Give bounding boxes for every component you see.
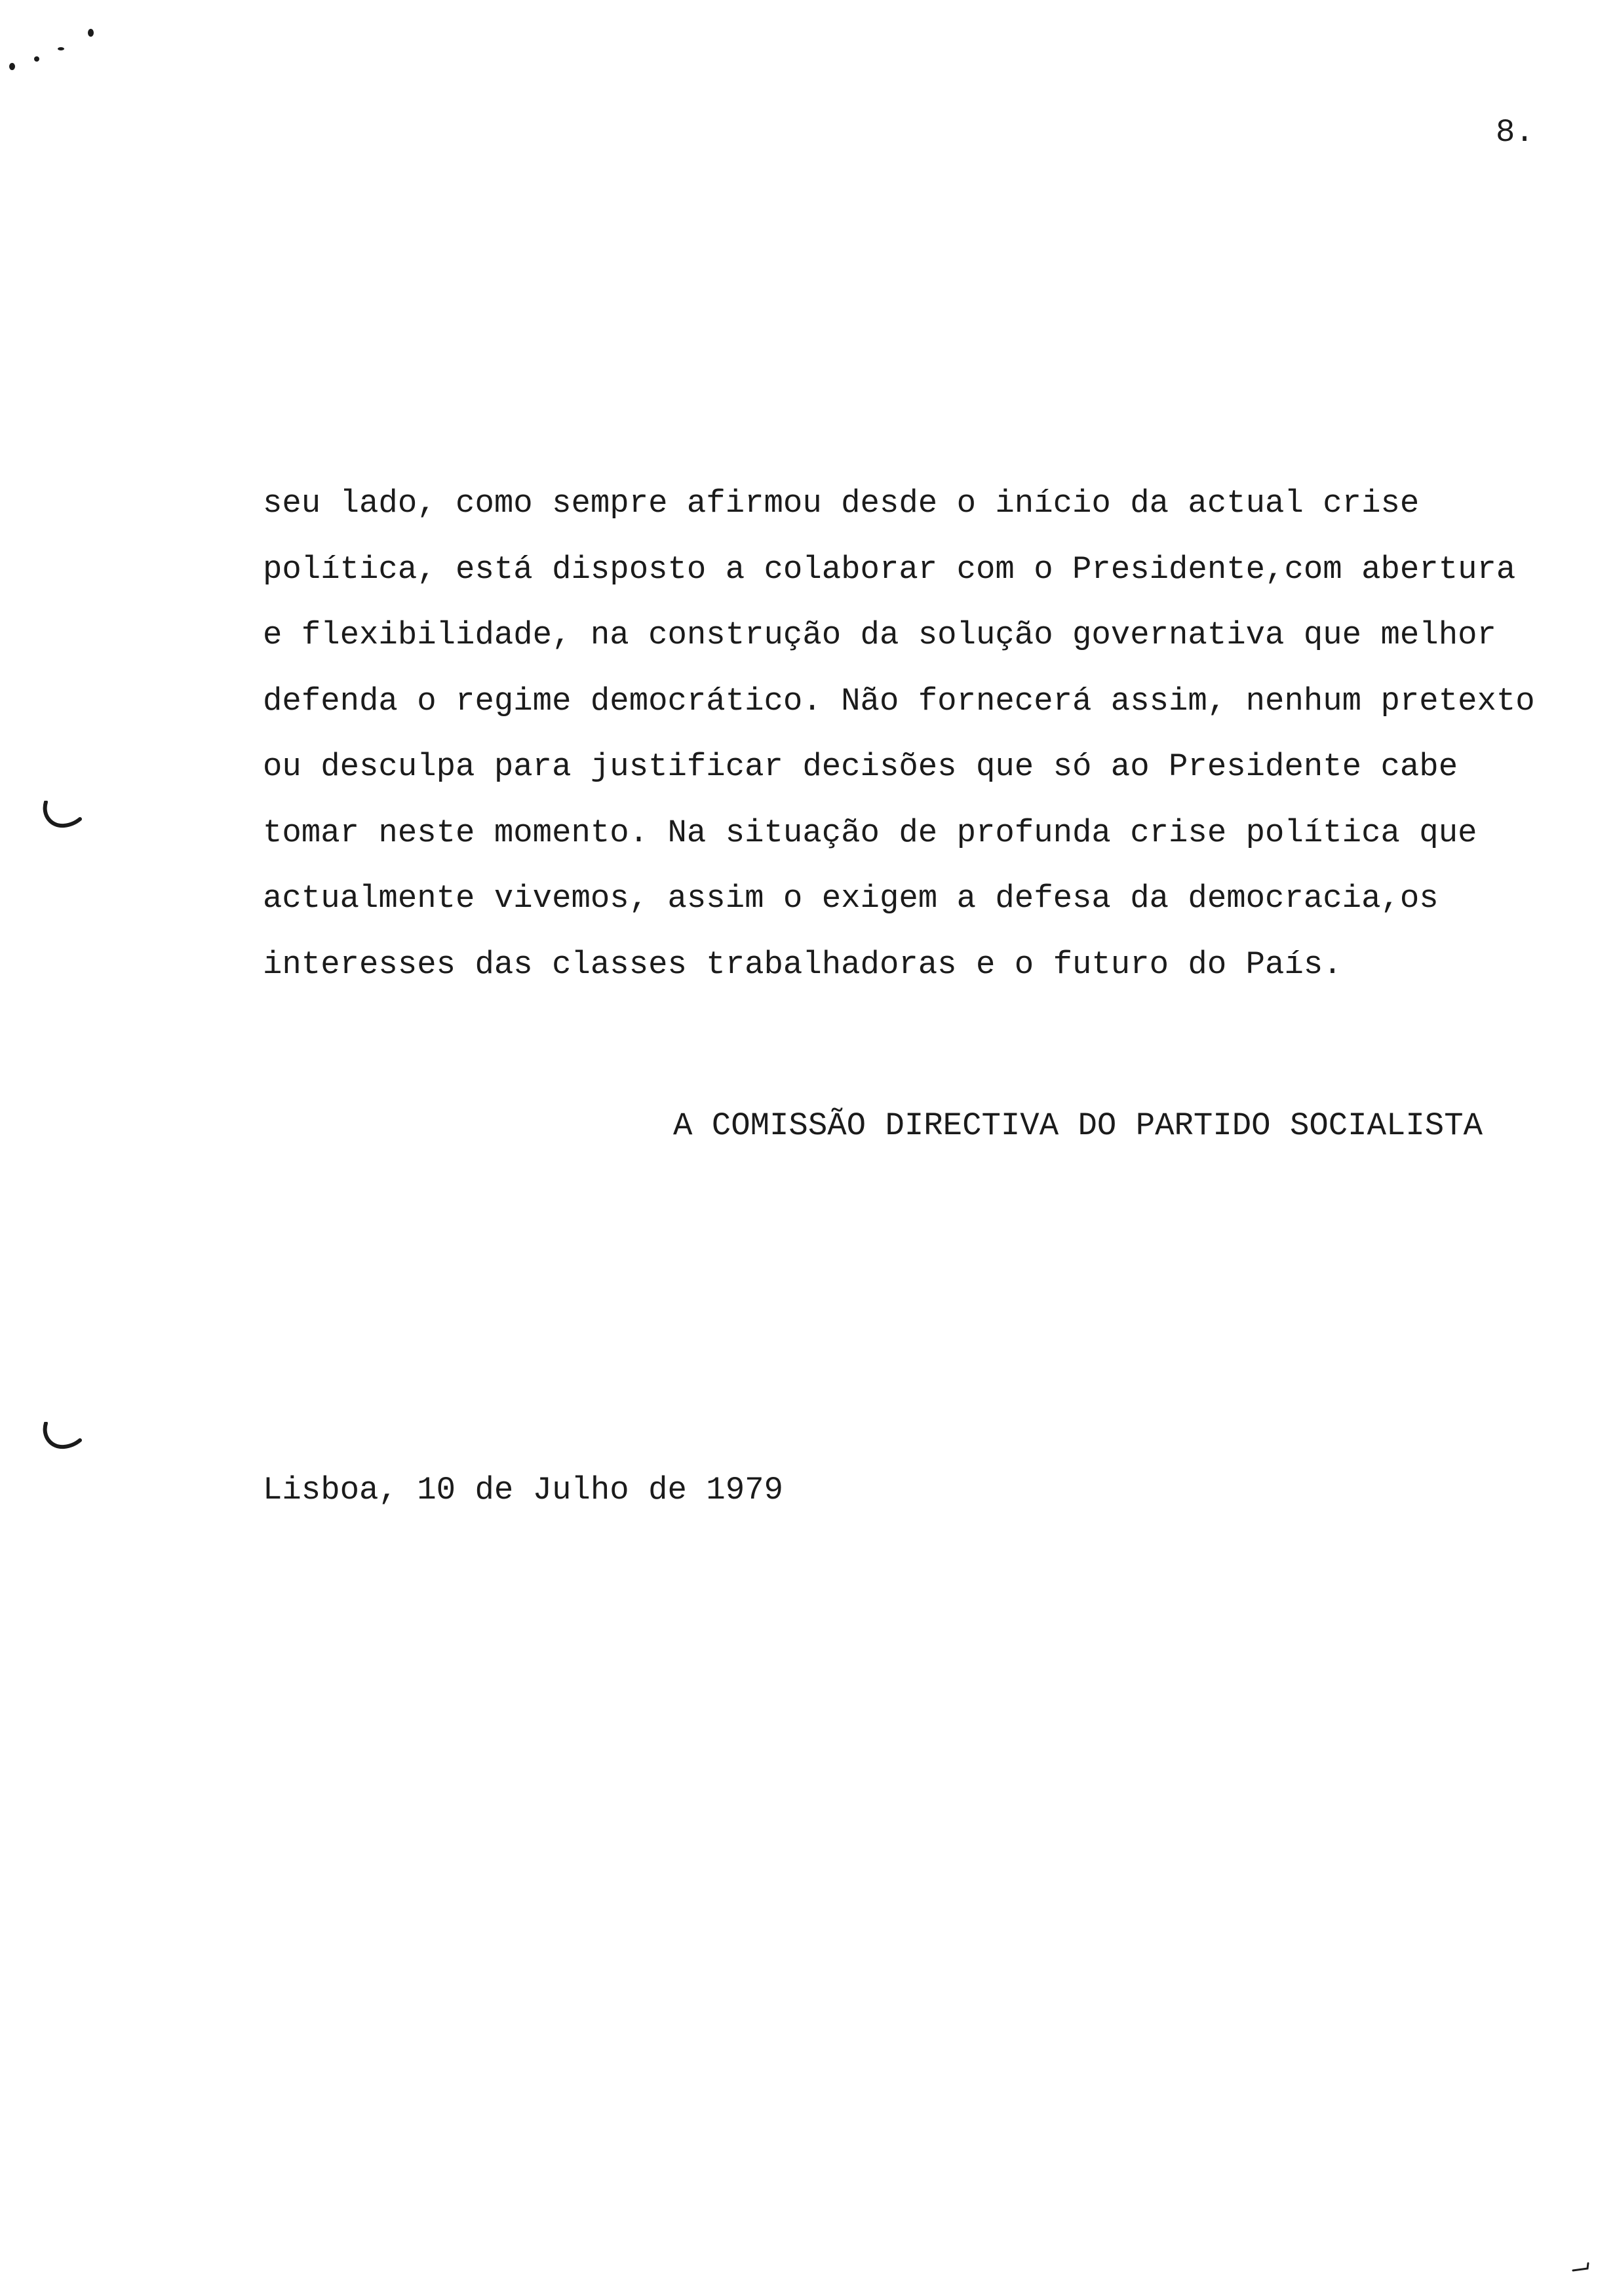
scan-speck [58,47,64,50]
punch-hole-mark [41,801,83,830]
scan-speck [9,63,15,70]
body-line: defenda o regime democrático. Não fornecerá assim, nenhum pretexto [263,682,1535,719]
signature-line: A COMISSÃO DIRECTIVA DO PARTIDO SOCIALISTA [673,1107,1483,1144]
scan-speck [88,29,94,37]
place-date: Lisboa, 10 de Julho de 1979 [263,1472,783,1508]
body-paragraph [263,470,1535,997]
body-line: interesses das classes trabalhadoras e o futuro do País. [263,946,1342,983]
body-line: política, está disposto a colaborar com o Presidente,com abertura [263,550,1516,588]
body-line: ou desculpa para justificar decisões que só ao Presidente cabe [263,748,1458,785]
body-line: e flexibilidade, na construção da solução governativa que melhor [263,617,1496,653]
body-line: seu lado, como sempre afirmou desde o início da actual crise [263,485,1420,522]
punch-hole-mark [41,1422,83,1451]
body-line: tomar neste momento. Na situação de profunda crise política que [263,814,1477,851]
scan-speck [34,56,39,62]
body-line: actualmente vivemos, assim o exigem a defesa da democracia,os [263,880,1439,917]
page-number: 8. [1496,114,1534,151]
corner-mark [1572,2262,1590,2272]
